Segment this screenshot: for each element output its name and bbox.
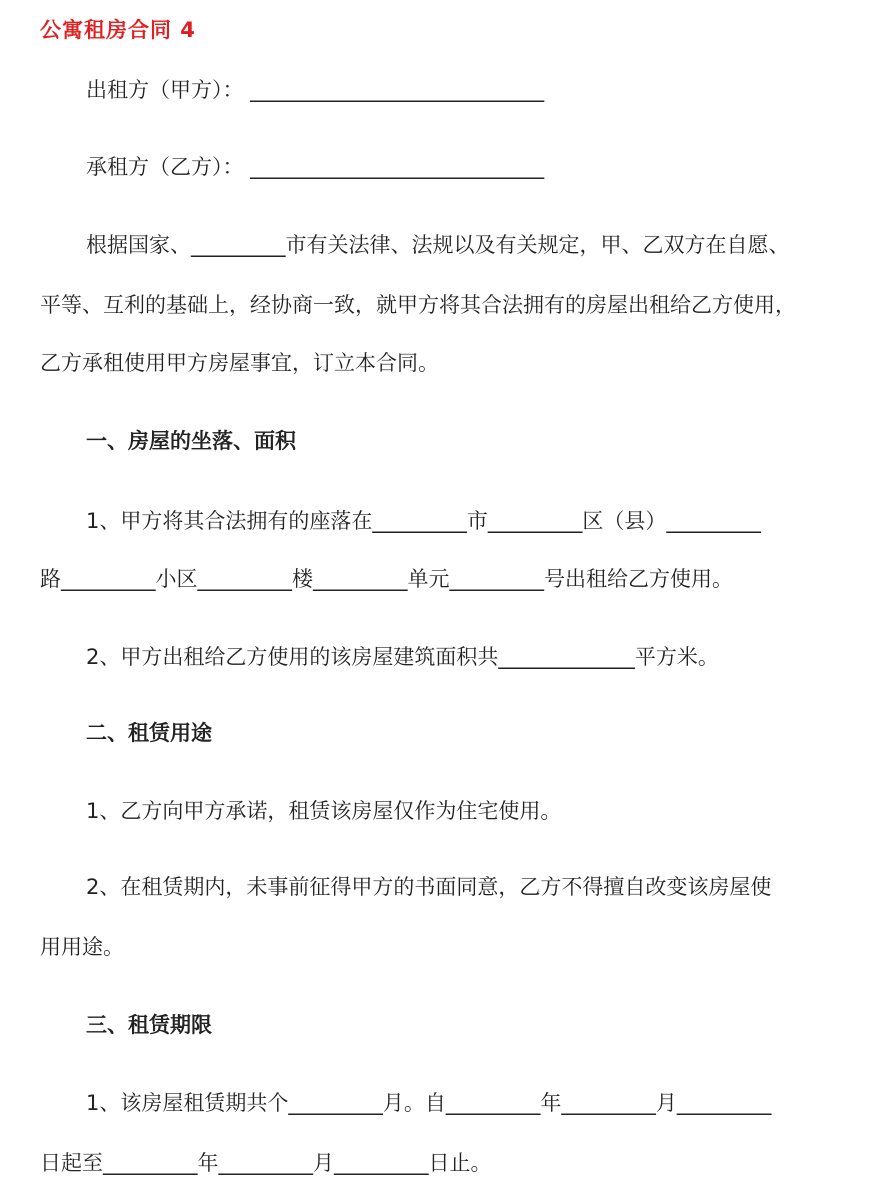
- section-1-item-2: 2、甲方出租给乙方使用的该房屋建筑面积共_____________平方米。: [86, 645, 719, 669]
- section-1-item-1-line-1: 1、甲方将其合法拥有的座落在_________市_________区（县）_________: [86, 509, 761, 533]
- section-2-item-2-line-1: 2、在租赁期内，未事前征得甲方的书面同意，乙方不得擅自改变该房屋使: [86, 875, 772, 899]
- section-2-item-1: 1、乙方向甲方承诺，租赁该房屋仅作为住宅使用。: [86, 799, 562, 823]
- section-2-heading: 二、租赁用途: [86, 721, 212, 745]
- section-2-item-2-line-2: 用用途。: [40, 935, 124, 959]
- document-title: 公寓租房合同 4: [40, 18, 196, 42]
- intro-line-3: 乙方承租使用甲方房屋事宜，订立本合同。: [40, 351, 439, 375]
- party-a-line: 出租方（甲方）： ____________________________: [86, 78, 545, 102]
- section-1-heading: 一、房屋的坐落、面积: [86, 429, 296, 453]
- section-3-heading: 三、租赁期限: [86, 1013, 212, 1037]
- party-b-line: 承租方（乙方）： ____________________________: [86, 155, 545, 179]
- section-3-item-1-line-1: 1、该房屋租赁期共个_________月。自_________年_________月_________: [86, 1091, 772, 1115]
- intro-line-2: 平等、互利的基础上，经协商一致，就甲方将其合法拥有的房屋出租给乙方使用，: [40, 293, 796, 317]
- section-1-item-1-line-2: 路_________小区_________楼_________单元_________号出租给乙方使用。: [40, 567, 733, 591]
- section-3-item-1-line-2: 日起至_________年_________月_________日止。: [40, 1151, 492, 1175]
- intro-line-1: 根据国家、_________市有关法律、法规以及有关规定，甲、乙双方在自愿、: [86, 233, 790, 257]
